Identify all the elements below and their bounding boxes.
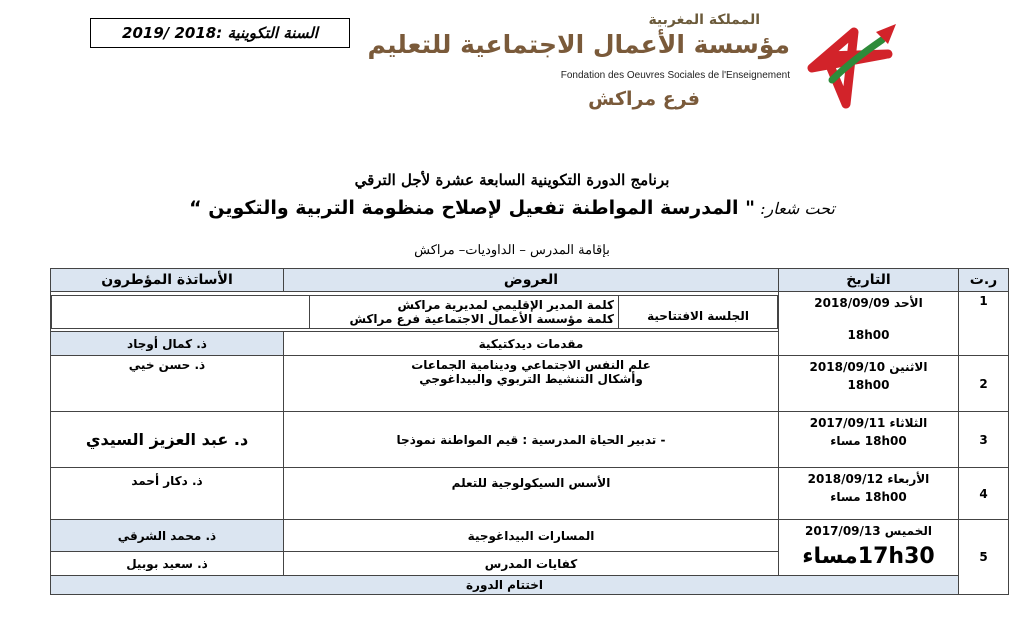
row-date-value: 2017/09/13 (805, 524, 881, 538)
logo-foundation-name: مؤسسة الأعمال الاجتماعية للتعليم (367, 30, 790, 59)
row-day: الخميس (884, 524, 932, 538)
row-trainer: ذ. محمد الشرقي (51, 520, 284, 552)
row-date-value: 2017/09/11 (809, 416, 886, 430)
row-time: 17h30مساء (802, 544, 935, 569)
row-topic: - تدبير الحياة المدرسية : قيم المواطنة نموذجا (284, 412, 779, 468)
row-number: 3 (959, 412, 1009, 468)
row-day: الأربعاء (887, 472, 930, 486)
row-time: 18h00 مساء (830, 434, 907, 448)
header-date: التاريخ (779, 269, 959, 292)
logo-branch-name: فرع مراكش (588, 88, 700, 110)
training-year-box (90, 18, 350, 48)
row-topic (284, 356, 779, 412)
row-topic-line-2: وأشكال التنشيط التربوي والبيداغوجي (419, 372, 643, 386)
row-date (779, 292, 959, 356)
row-time: 18h00 (847, 328, 890, 342)
table-row (51, 356, 1009, 412)
row-date-value: 2018/09/12 (807, 472, 884, 486)
table-row (51, 412, 1009, 468)
schedule-table (50, 268, 1009, 595)
row-number: 2 (959, 356, 1009, 412)
venue-line: بإقامة المدرس – الداوديات– مراكش (414, 243, 610, 258)
program-title: برنامج الدورة التكوينية السابعة عشرة لأجل الترقي (354, 171, 670, 189)
row-date-value: 2018/09/10 (809, 360, 886, 374)
header-trainers: الأساتذة المؤطرون (51, 269, 284, 292)
row-date (779, 356, 959, 412)
row-time: 18h00 (847, 378, 890, 392)
closing-session: اختتام الدورة (51, 576, 959, 595)
logo-french-name: Fondation des Oeuvres Sociales de l'Enseignement (560, 70, 790, 81)
slogan-label: تحت شعار: (755, 199, 835, 218)
row-date-value: 2018/09/09 (814, 296, 890, 310)
opening-speech-1: كلمة المدير الإقليمي لمديرية مراكش (397, 297, 614, 312)
row-trainer: ذ. حسن خيي (51, 356, 284, 412)
row-trainer-2: ذ. سعيد بوبيل (51, 552, 284, 576)
slogan-text: " المدرسة المواطنة تفعيل لإصلاح منظومة التربية والتكوين “ (189, 197, 756, 219)
opening-session-label: الجلسة الافتتاحية (619, 295, 778, 328)
table-row (51, 520, 1009, 552)
opening-speech-2: كلمة مؤسسة الأعمال الاجتماعية فرع مراكش (349, 311, 614, 326)
table-header-row (51, 269, 1009, 292)
slogan-line (0, 197, 1024, 219)
foundation-logo (367, 10, 910, 120)
row-topic: المسارات البيداغوجية (284, 520, 779, 552)
table-row (51, 468, 1009, 520)
row-topic-line-1: علم النفس الاجتماعي ودينامية الجماعات (411, 358, 651, 372)
row-topic: الأسس السيكولوجية للتعلم (284, 468, 779, 520)
training-year-text: السنة التكوينية :2018 /2019 (122, 24, 318, 42)
row-date (779, 468, 959, 520)
star-emblem-icon (792, 10, 910, 118)
row-trainer: ذ. دكار أحمد (51, 468, 284, 520)
logo-kingdom-text: المملكة المغربية (648, 12, 760, 28)
row-day: الأحد (894, 296, 923, 310)
row-day: الثلاثاء (889, 416, 928, 430)
table-row (51, 292, 1009, 332)
row-topic-2: كفايات المدرس (284, 552, 779, 576)
row-number: 5 (959, 520, 1009, 595)
row-number: 1 (959, 292, 1009, 356)
row-number: 4 (959, 468, 1009, 520)
opening-session-cell (51, 292, 779, 332)
row-trainer: ذ. كمال أوجاد (51, 332, 284, 356)
header-num: ر.ت (959, 269, 1009, 292)
row-date (779, 520, 959, 576)
row-time: 18h00 مساء (830, 490, 907, 504)
header-topics: العروض (284, 269, 779, 292)
row-topic: مقدمات ديدكتيكية (284, 332, 779, 356)
row-date (779, 412, 959, 468)
row-day: الاثنين (889, 360, 928, 374)
table-row (51, 576, 1009, 595)
row-trainer: د. عبد العزيز السيدي (51, 412, 284, 468)
